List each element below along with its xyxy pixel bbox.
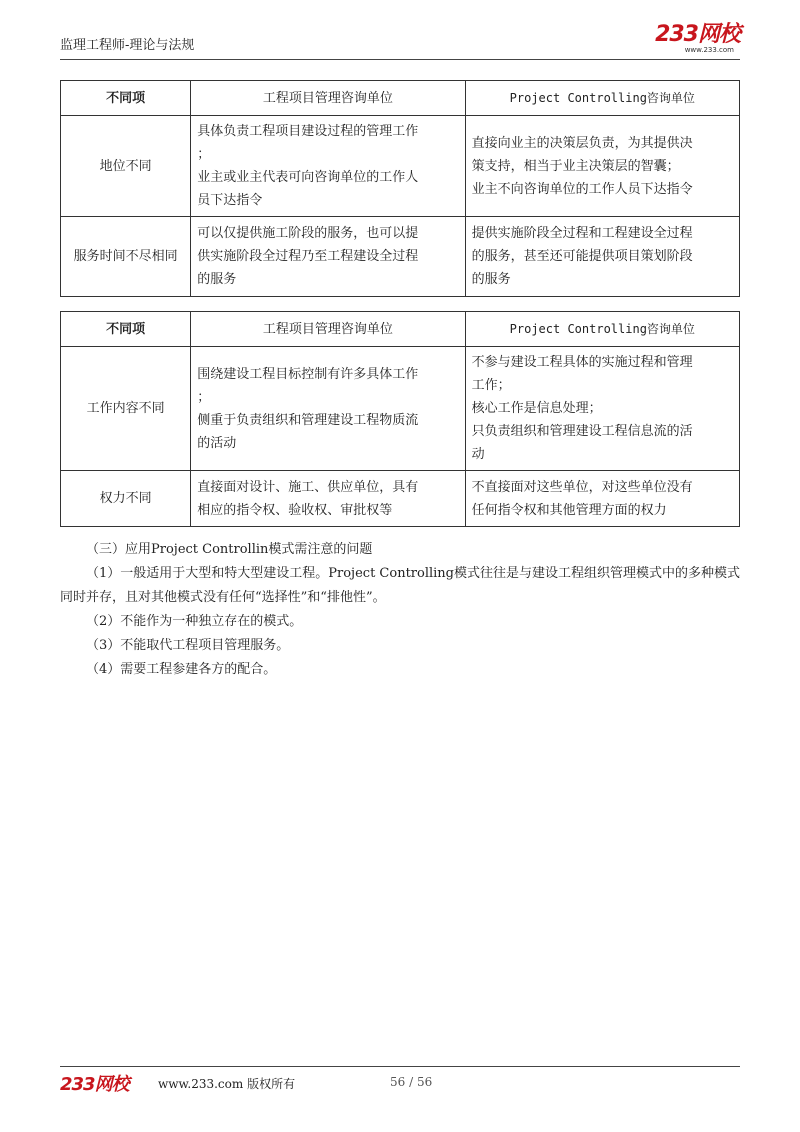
header-cell: 不同项 — [61, 81, 191, 116]
header-cell — [465, 312, 739, 347]
row-label: 服务时间不尽相同 — [61, 217, 191, 297]
table-row — [61, 217, 740, 297]
page-footer — [60, 1072, 740, 1096]
paragraph: （4）需要工程参建各方的配合。 — [86, 662, 277, 677]
header-cell: 工程项目管理咨询单位 — [191, 312, 465, 347]
cell-line: 供实施阶段全过程乃至工程建设全过程 — [197, 249, 419, 264]
section-heading: （三）应用Project Controllin模式需注意的问题 — [86, 542, 373, 557]
logo-text: 233网校 — [655, 22, 740, 47]
body-section — [60, 538, 740, 682]
cell-line: ； — [197, 147, 211, 162]
comparison-table-2 — [60, 311, 740, 527]
cell-line: 员下达指令 — [197, 193, 263, 208]
cell-line: 的活动 — [197, 435, 237, 451]
table-row — [61, 471, 740, 527]
table-header-row — [61, 81, 740, 116]
cell-line: 不直接面对这些单位，对这些单位没有 — [471, 479, 693, 495]
header-cell: 工程项目管理咨询单位 — [191, 81, 465, 116]
cell-line: 任何指令权和其他管理方面的权力 — [471, 502, 667, 518]
page-header — [60, 22, 740, 58]
cell-line: ； — [197, 389, 211, 405]
row-label: 工作内容不同 — [61, 347, 191, 471]
table-row — [61, 116, 740, 217]
header-cell-text: Project Controlling咨询单位 — [509, 90, 695, 105]
header-cell — [465, 81, 739, 116]
table-row — [61, 347, 740, 471]
cell-line: 动 — [471, 447, 485, 462]
cell — [465, 116, 739, 217]
cell-line: 策支持，相当于业主决策层的智囊； — [471, 158, 680, 174]
cell — [191, 347, 465, 471]
header-title: 监理工程师-理论与法规 — [60, 38, 195, 53]
table-header-row — [61, 312, 740, 347]
cell-line: 只负责组织和管理建设工程信息流的活 — [471, 424, 693, 439]
cell-line: 业主不向咨询单位的工作人员下达指令 — [471, 181, 693, 197]
cell — [191, 116, 465, 217]
paragraph: （3）不能取代工程项目管理服务。 — [86, 638, 290, 653]
footer-copyright[interactable]: www.233.com 版权所有 — [158, 1077, 296, 1091]
cell-line: 直接面对设计、施工、供应单位，具有 — [197, 479, 419, 495]
cell-line: 的服务，甚至还可能提供项目策划阶段 — [471, 249, 693, 264]
cell-line: 业主或业主代表可向咨询单位的工作人 — [197, 170, 419, 185]
cell — [465, 471, 739, 527]
footer-divider — [60, 1066, 740, 1067]
cell-line: 的服务 — [471, 272, 511, 287]
cell-line: 围绕建设工程目标控制有许多具体工作 — [197, 366, 419, 382]
paragraph: （2）不能作为一种独立存在的模式。 — [86, 614, 303, 629]
paragraph: （1）一般适用于大型和特大型建设工程。Project Controlling模式往往是与建设工程组织管理模式中的多种模式同时并存，且对其他模式没有任何“选择性”和“排他性”。 — [60, 566, 740, 605]
cell — [465, 217, 739, 297]
cell-line: 相应的指令权、验收权、审批权等 — [197, 502, 393, 518]
cell-line: 侧重于负责组织和管理建设工程物质流 — [197, 412, 419, 428]
header-cell-text: Project Controlling咨询单位 — [509, 321, 695, 336]
cell — [465, 347, 739, 471]
cell-line: 的服务 — [197, 272, 237, 287]
header-divider — [60, 59, 740, 60]
row-label: 权力不同 — [61, 471, 191, 527]
cell-line: 可以仅提供施工阶段的服务，也可以提 — [197, 226, 419, 241]
header-cell: 不同项 — [61, 312, 191, 347]
footer-logo[interactable]: 233网校 — [60, 1074, 129, 1095]
cell-line: 不参与建设工程具体的实施过程和管理 — [471, 355, 693, 370]
cell-line: 核心工作是信息处理； — [471, 401, 602, 416]
comparison-table-1 — [60, 80, 740, 297]
cell — [191, 217, 465, 297]
page-number: 56 / 56 — [390, 1075, 433, 1089]
cell — [191, 471, 465, 527]
logo-url: www.233.com — [684, 46, 734, 54]
cell-line: 提供实施阶段全过程和工程建设全过程 — [471, 226, 693, 241]
cell-line: 直接向业主的决策层负责，为其提供决 — [471, 135, 693, 151]
cell-line: 工作； — [471, 378, 511, 393]
row-label: 地位不同 — [61, 116, 191, 217]
cell-line: 具体负责工程项目建设过程的管理工作 — [197, 124, 419, 139]
brand-logo[interactable] — [655, 24, 740, 54]
